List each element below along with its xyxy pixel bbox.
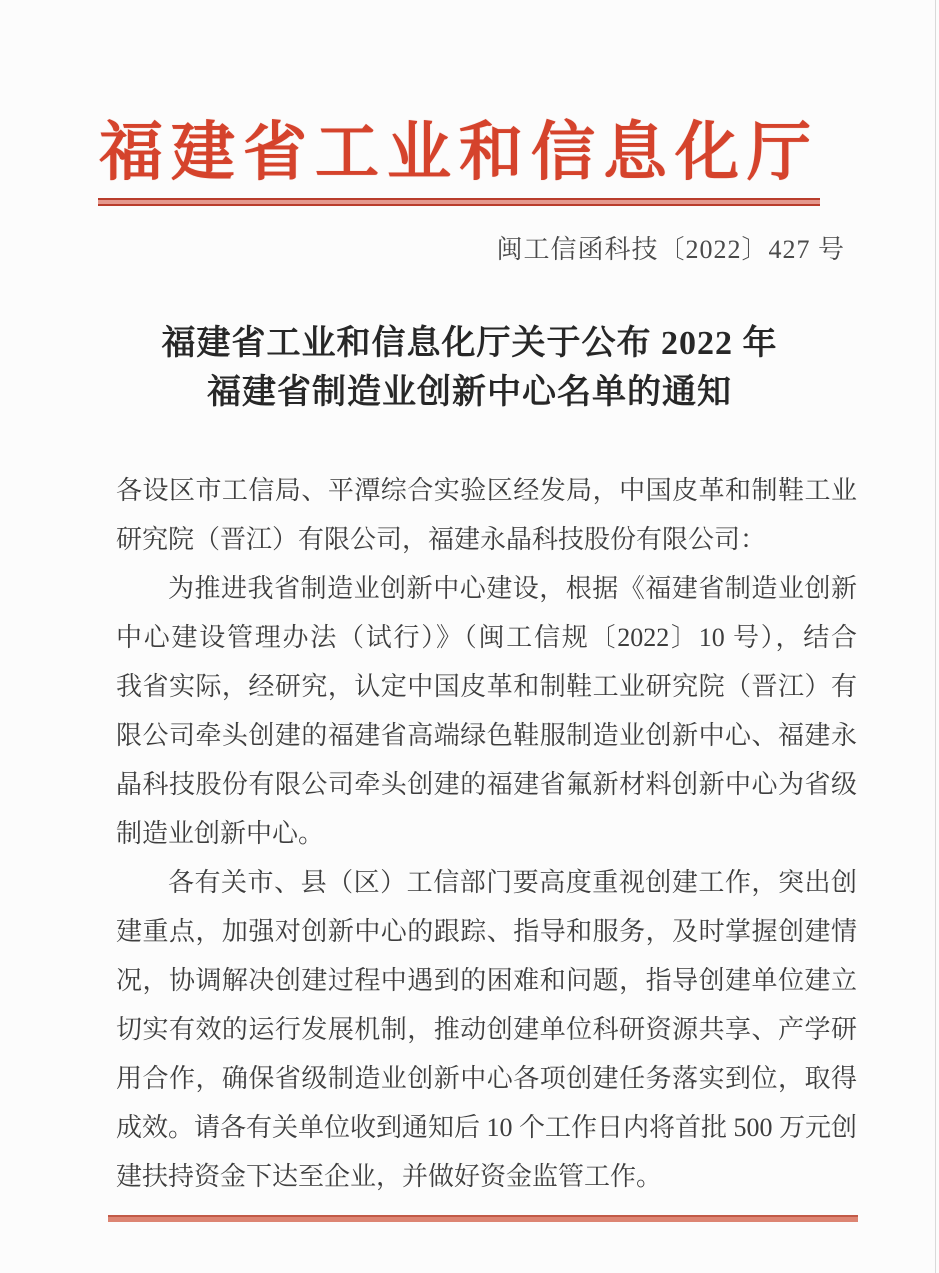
notice-title [0,319,939,417]
body-line: 用合作，确保省级制造业创新中心各项创建任务落实到位，取得 [116,1064,857,1093]
document-number: 闽工信函科技〔2022〕427 号 [496,235,845,264]
body-line: 成效。请各有关单位收到通知后 10 个工作日内将首批 500 万元创 [116,1113,858,1142]
body-line: 制造业创新中心。 [116,819,325,848]
scan-page-edge [935,0,936,1273]
letterhead [98,112,820,194]
body-line: 研究院（晋江）有限公司，福建永晶科技股份有限公司： [116,525,767,554]
body-line: 各设区市工信局、平潭综合实验区经发局，中国皮革和制鞋工业 [116,476,857,505]
body-line: 为推进我省制造业创新中心建设，根据《福建省制造业创新 [168,574,857,603]
body-line: 建扶持资金下达至企业，并做好资金监管工作。 [116,1162,663,1191]
body-line: 各有关市、县（区）工信部门要高度重视创建工作，突出创 [168,868,857,897]
agency-name: 福建省工业和信息化厅 [99,117,819,188]
body-line: 中心建设管理办法（试行）》（闽工信规〔2022〕10 号），结合 [116,623,857,652]
body-line: 况，协调解决创建过程中遇到的困难和问题，指导创建单位建立 [116,966,857,995]
body-line: 限公司牵头创建的福建省高端绿色鞋服制造业创新中心、福建永 [116,721,857,750]
body-line: 建重点，加强对创新中心的跟踪、指导和服务，及时掌握创建情 [116,917,857,946]
letterhead-rule [98,198,820,206]
body-line: 切实有效的运行发展机制，推动创建单位科研资源共享、产学研 [116,1015,857,1044]
notice-title-line-1: 福建省工业和信息化厅关于公布 2022 年 [161,325,778,362]
document-body [116,466,857,1201]
notice-title-line-2: 福建省制造业创新中心名单的通知 [207,374,732,411]
footer-rule [108,1215,858,1222]
body-line: 我省实际，经研究，认定中国皮革和制鞋工业研究院（晋江）有 [116,672,857,701]
body-line: 晶科技股份有限公司牵头创建的福建省氟新材料创新中心为省级 [116,770,857,799]
